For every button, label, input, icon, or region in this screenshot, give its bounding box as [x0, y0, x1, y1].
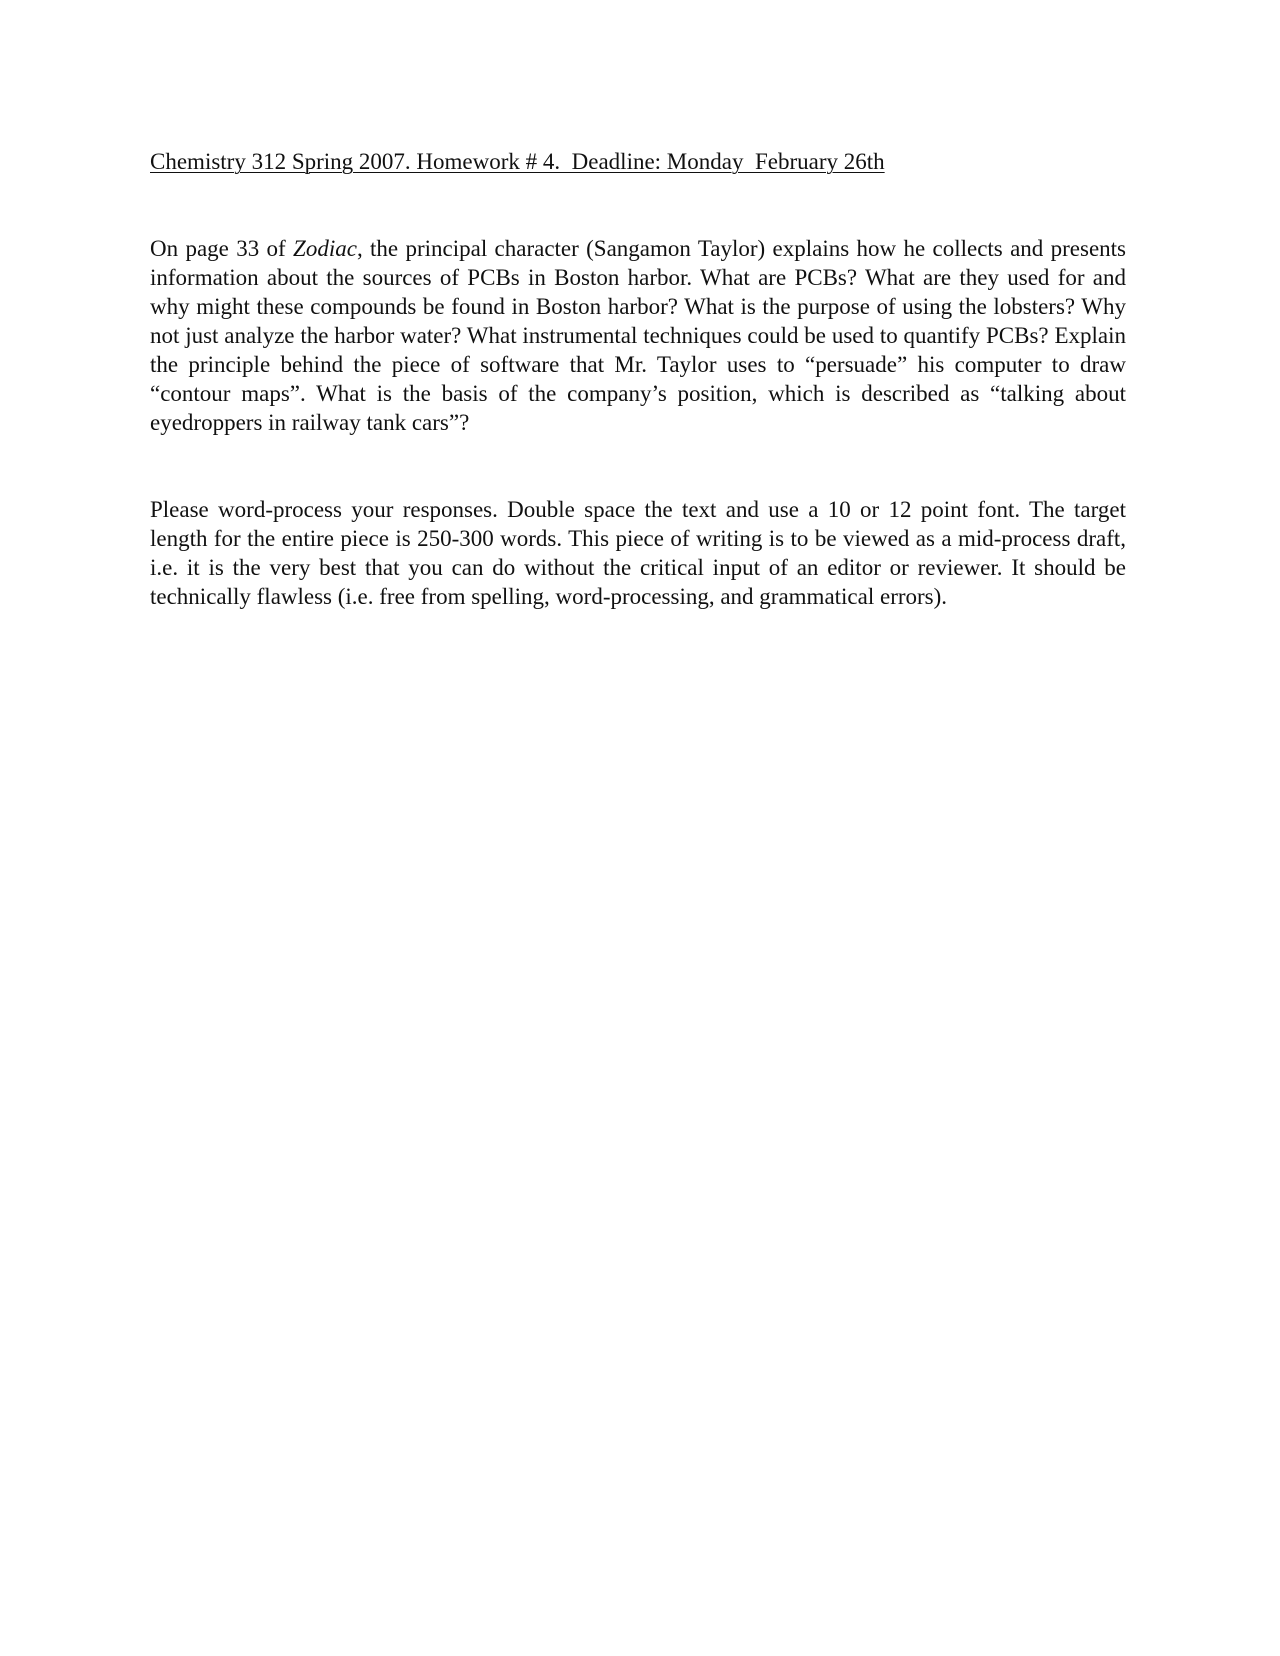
- assignment-questions-paragraph: [150, 234, 1126, 437]
- assignment-title: Chemistry 312 Spring 2007. Homework # 4. Deadline: Monday February 26th: [150, 149, 885, 174]
- paragraph-body-text: , the principal character (Sangamon Taylor) explains how he collects and presents information about the sources of PCBs in Boston harbor. What are PCBs? What are they used for and why might these compounds be found in Boston harbor? What is the purpose of using the lobsters? Why not just analyze the harbor water? What instrumental techniques could be used to quantify PCBs? Explain the principle behind the piece of software that Mr. Taylor uses to “persuade” his computer to draw “contour maps”. What is the basis of the company’s position, which is described as “talking about eyedroppers in railway tank cars”?: [150, 236, 1126, 435]
- document-content: [150, 148, 1126, 611]
- book-title: Zodiac: [293, 236, 357, 261]
- formatting-instructions-paragraph: Please word-process your responses. Double space the text and use a 10 or 12 point font. The target length for the entire piece is 250-300 words. This piece of writing is to be viewed as a mid-process draft, i.e. it is the very best that you can do without the critical input of an editor or reviewer. It should be technically flawless (i.e. free from spelling, word-processing, and grammatical errors).: [150, 497, 1126, 609]
- paragraph-intro-text: On page 33 of: [150, 236, 294, 261]
